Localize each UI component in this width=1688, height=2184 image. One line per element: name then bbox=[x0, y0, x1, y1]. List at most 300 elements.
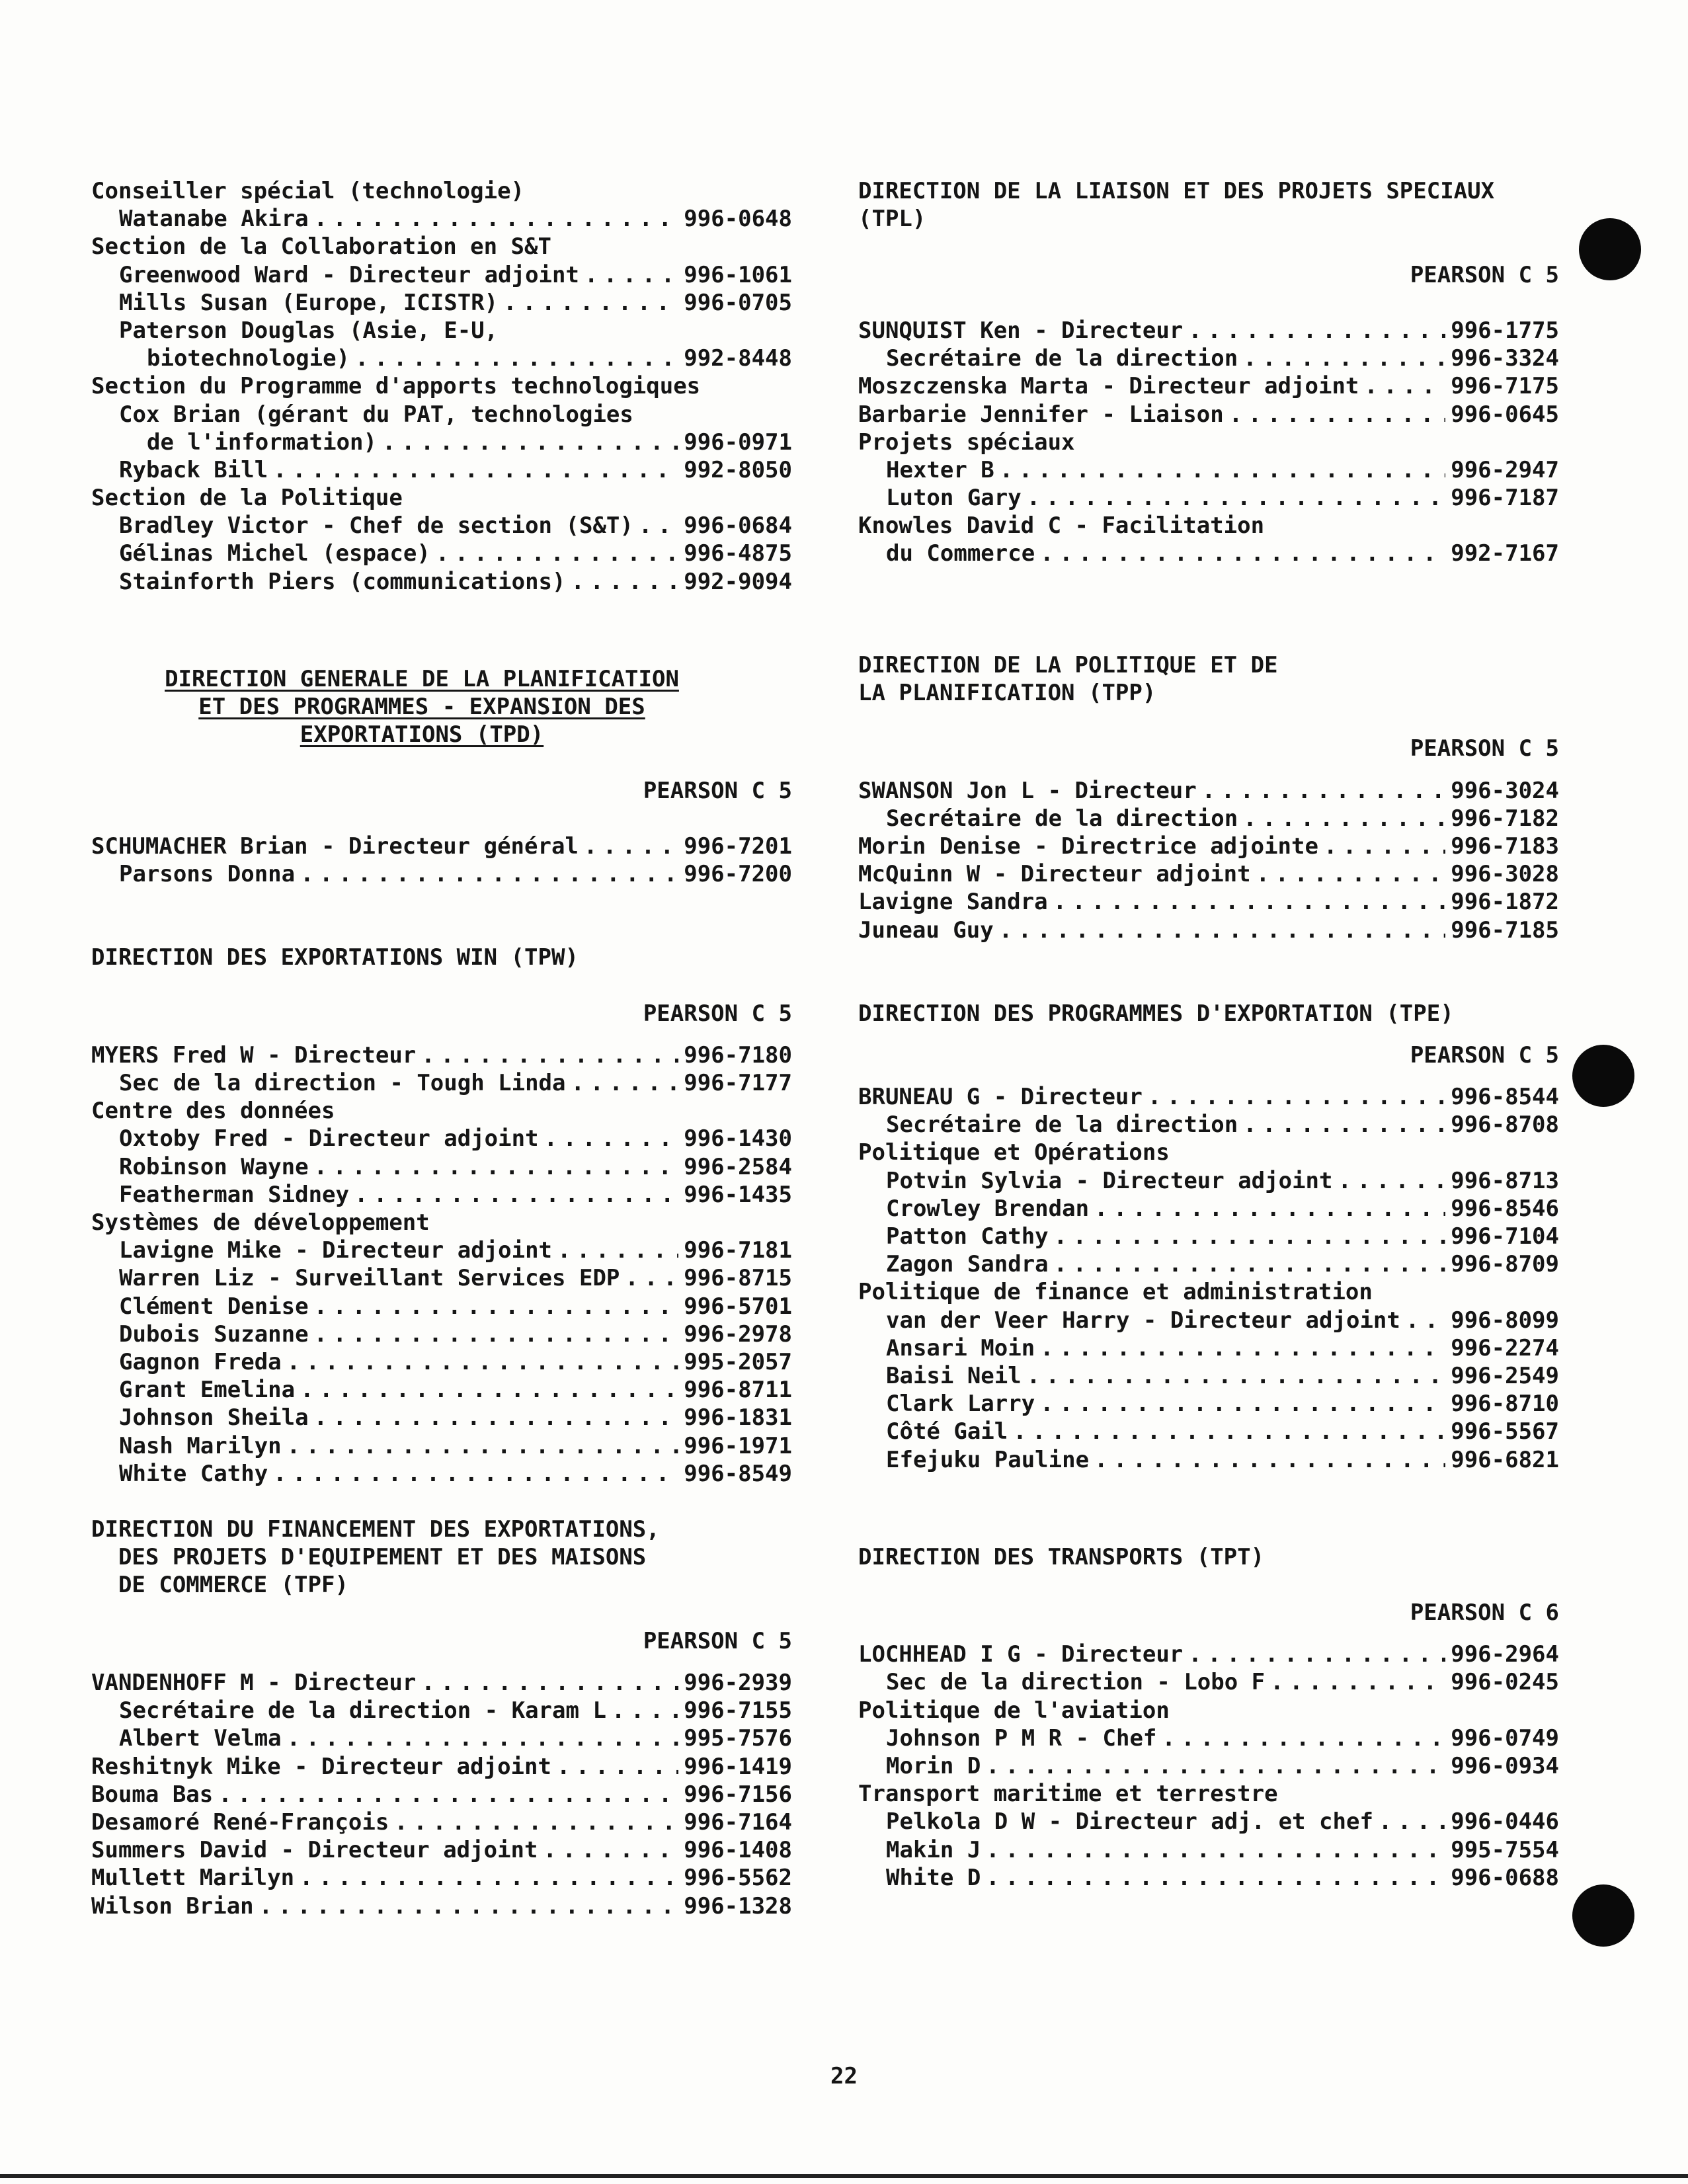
entry-name: Baisi Neil bbox=[886, 1362, 1022, 1389]
entry-heading: Section du Programme d'apports technologiques bbox=[91, 373, 701, 400]
entry-phone: 996-5562 bbox=[684, 1865, 792, 1892]
entry-row bbox=[858, 1446, 1559, 1474]
leader-dots bbox=[1040, 540, 1445, 567]
entry-phone: 995-2057 bbox=[684, 1348, 792, 1375]
leader-dots bbox=[1324, 832, 1445, 860]
entry-name: White D bbox=[886, 1864, 981, 1891]
entry-name: Zagon Sandra bbox=[886, 1251, 1049, 1278]
leader-dots bbox=[1202, 777, 1445, 805]
entry-heading: Transport maritime et terrestre bbox=[858, 1781, 1278, 1808]
entry-phone: 996-7201 bbox=[684, 832, 792, 860]
entry-phone: 996-0749 bbox=[1451, 1724, 1559, 1752]
entry-name: McQuinn W - Directeur adjoint bbox=[858, 861, 1251, 888]
entry-name: Efejuku Pauline bbox=[886, 1446, 1090, 1473]
section-location: PEARSON C 5 bbox=[643, 777, 792, 804]
entry-name: van der Veer Harry - Directeur adjoint bbox=[886, 1307, 1400, 1334]
entry-name: Secrétaire de la direction - Karam L bbox=[119, 1697, 606, 1724]
entry-phone: 996-0688 bbox=[1451, 1864, 1559, 1891]
leader-dots bbox=[503, 289, 678, 317]
leader-dots bbox=[1027, 484, 1446, 512]
entry-heading: Section de la Politique bbox=[91, 485, 403, 512]
entry-row bbox=[91, 1808, 792, 1836]
leader-dots bbox=[543, 1836, 679, 1864]
entry-phone: 996-7181 bbox=[684, 1237, 792, 1264]
entry-row bbox=[91, 1753, 792, 1781]
entry-name: Summers David - Directeur adjoint bbox=[91, 1837, 538, 1864]
entry-row bbox=[858, 456, 1559, 484]
section-tpf bbox=[91, 1516, 792, 1920]
entry-row bbox=[858, 1836, 1559, 1864]
leader-dots bbox=[1094, 1446, 1445, 1474]
entry-row bbox=[91, 540, 792, 567]
entry-name: Sec de la direction - Lobo F bbox=[886, 1669, 1266, 1696]
entry-row bbox=[858, 1362, 1559, 1390]
leader-dots bbox=[300, 1864, 678, 1892]
leader-dots bbox=[314, 1293, 679, 1320]
entry-heading: Centre des données bbox=[91, 1098, 335, 1125]
entry-name: Nash Marilyn bbox=[119, 1432, 282, 1459]
entry-name: Oxtoby Fred - Directeur adjoint bbox=[119, 1125, 539, 1153]
entry-name: Watanabe Akira bbox=[119, 206, 309, 233]
section-title: DIRECTION DES TRANSPORTS (TPT) bbox=[858, 1543, 1265, 1570]
entry-phone: 996-1419 bbox=[684, 1753, 792, 1780]
entry-row bbox=[91, 1125, 792, 1153]
entry-name: Patton Cathy bbox=[886, 1223, 1049, 1250]
entry-name: Morin Denise - Directrice adjointe bbox=[858, 832, 1318, 860]
entry-name: Wilson Brian bbox=[91, 1892, 254, 1920]
section-technologie bbox=[91, 177, 792, 596]
entry-heading: Politique et Opérations bbox=[858, 1139, 1170, 1166]
entry-name: Crowley Brendan bbox=[886, 1195, 1090, 1222]
leader-dots bbox=[394, 1808, 678, 1836]
entry-name: Mills Susan (Europe, ICISTR) bbox=[119, 289, 499, 316]
entry-name: Sec de la direction - Tough Linda bbox=[119, 1070, 566, 1097]
entry-phone: 996-7175 bbox=[1451, 373, 1559, 400]
entry-row bbox=[858, 1752, 1559, 1780]
leader-dots bbox=[1040, 1390, 1445, 1418]
entry-name: Lavigne Sandra bbox=[858, 889, 1048, 916]
section-title: DIRECTION DES PROGRAMMES D'EXPORTATION (TPE) bbox=[858, 1000, 1454, 1027]
entry-name: Juneau Guy bbox=[858, 916, 994, 944]
entry-phone: 996-7104 bbox=[1451, 1223, 1559, 1250]
entry-phone: 996-3024 bbox=[1451, 777, 1559, 804]
punch-hole-icon bbox=[1572, 1884, 1634, 1947]
entry-phone: 996-0934 bbox=[1451, 1753, 1559, 1779]
entry-name: Parsons Donna bbox=[119, 861, 296, 888]
entry-phone: 996-1971 bbox=[684, 1432, 792, 1459]
entry-row bbox=[91, 1181, 792, 1209]
entry-name: Luton Gary bbox=[886, 485, 1022, 512]
entry-row bbox=[858, 1334, 1559, 1362]
entry-row bbox=[858, 1418, 1559, 1445]
leader-dots bbox=[382, 428, 678, 456]
entry-phone: 996-2947 bbox=[1451, 456, 1559, 483]
entry-name: Bouma Bas bbox=[91, 1781, 214, 1808]
entry-name: Gagnon Freda bbox=[119, 1348, 282, 1375]
section-title bbox=[91, 693, 792, 721]
section-tpt bbox=[858, 1543, 1559, 1892]
entry-heading: Politique de l'aviation bbox=[858, 1697, 1170, 1724]
section-tpd bbox=[91, 665, 792, 889]
right-column bbox=[858, 177, 1559, 1892]
entry-name: SWANSON Jon L - Directeur bbox=[858, 777, 1197, 804]
entry-name: Mullett Marilyn bbox=[91, 1865, 295, 1892]
section-title-line: DIRECTION GENERALE DE LA PLANIFICATION bbox=[165, 665, 679, 692]
entry-phone: 992-8448 bbox=[684, 345, 792, 372]
section-title: (TPL) bbox=[858, 206, 926, 233]
entry-name: de l'information) bbox=[147, 428, 377, 456]
section-title: LA PLANIFICATION (TPP) bbox=[858, 680, 1156, 706]
entry-row bbox=[91, 1376, 792, 1404]
entry-name: Reshitnyk Mike - Directeur adjoint bbox=[91, 1753, 551, 1780]
leader-dots bbox=[300, 1376, 678, 1404]
leader-dots bbox=[1162, 1724, 1445, 1752]
entry-phone: 996-7182 bbox=[1451, 805, 1559, 832]
entry-row bbox=[858, 401, 1559, 428]
entry-phone: 996-8544 bbox=[1451, 1084, 1559, 1111]
entry-name: Hexter B bbox=[886, 456, 994, 483]
entry-phone: 992-7167 bbox=[1451, 540, 1559, 567]
entry-name: Potvin Sylvia - Directeur adjoint bbox=[886, 1167, 1333, 1194]
leader-dots bbox=[1364, 372, 1445, 400]
entry-row bbox=[91, 1153, 792, 1181]
entry-name: MYERS Fred W - Directeur bbox=[91, 1041, 417, 1069]
section-title-line: EXPORTATIONS (TPD) bbox=[300, 721, 544, 748]
entry-phone: 992-9094 bbox=[684, 568, 792, 595]
entry-phone: 996-0971 bbox=[684, 428, 792, 456]
entry-row bbox=[858, 1250, 1559, 1278]
leader-dots bbox=[557, 1753, 678, 1781]
leader-dots bbox=[544, 1125, 679, 1153]
entry-name: Ryback Bill bbox=[119, 456, 268, 483]
entry-phone: 996-3028 bbox=[1451, 861, 1559, 888]
leader-dots bbox=[273, 1460, 678, 1488]
entry-row bbox=[858, 1307, 1559, 1334]
entry-row bbox=[858, 1864, 1559, 1892]
entry-row bbox=[858, 317, 1559, 344]
bottom-edge-rule bbox=[0, 2174, 1688, 2178]
entry-row bbox=[91, 289, 792, 317]
entry-phone: 996-5567 bbox=[1451, 1418, 1559, 1445]
entry-row bbox=[858, 484, 1559, 512]
section-title bbox=[91, 665, 792, 693]
entry-heading: Section de la Collaboration en S&T bbox=[91, 233, 551, 261]
entry-phone: 992-8050 bbox=[684, 456, 792, 483]
entry-phone: 996-1831 bbox=[684, 1404, 792, 1432]
entry-row bbox=[91, 512, 792, 540]
entry-phone: 996-1408 bbox=[684, 1837, 792, 1864]
left-column bbox=[91, 177, 792, 1920]
entry-phone: 996-1435 bbox=[684, 1181, 792, 1208]
entry-name: SCHUMACHER Brian - Directeur général bbox=[91, 832, 579, 860]
leader-dots bbox=[1188, 317, 1445, 344]
leader-dots bbox=[1243, 344, 1445, 372]
entry-row bbox=[91, 1724, 792, 1752]
entry-row bbox=[858, 1223, 1559, 1250]
leader-dots bbox=[986, 1864, 1445, 1892]
leader-dots bbox=[625, 1264, 678, 1292]
section-location: PEARSON C 5 bbox=[1410, 1041, 1559, 1069]
entry-phone: 996-7200 bbox=[684, 861, 792, 888]
leader-dots bbox=[314, 205, 679, 233]
entry-name: SUNQUIST Ken - Directeur bbox=[858, 317, 1184, 344]
entry-phone: 996-8546 bbox=[1451, 1195, 1559, 1222]
entry-phone: 996-8710 bbox=[1451, 1391, 1559, 1418]
entry-name: Greenwood Ward - Directeur adjoint bbox=[119, 261, 579, 288]
entry-phone: 996-1775 bbox=[1451, 317, 1559, 344]
entry-name: Secrétaire de la direction bbox=[886, 1112, 1238, 1139]
entry-phone: 996-2274 bbox=[1451, 1334, 1559, 1361]
leader-dots bbox=[571, 568, 679, 596]
entry-name: Johnson Sheila bbox=[119, 1404, 309, 1432]
entry-heading: Systèmes de développement bbox=[91, 1209, 430, 1236]
entry-phone: 996-7177 bbox=[684, 1070, 792, 1097]
entry-phone: 996-0645 bbox=[1451, 401, 1559, 428]
entry-phone: 996-7185 bbox=[1451, 916, 1559, 944]
leader-dots bbox=[1094, 1195, 1445, 1223]
leader-dots bbox=[1013, 1418, 1445, 1445]
entry-phone: 996-5701 bbox=[684, 1293, 792, 1320]
entry-phone: 996-0705 bbox=[684, 289, 792, 316]
leader-dots bbox=[1148, 1083, 1445, 1111]
entry-phone: 996-8708 bbox=[1451, 1112, 1559, 1139]
leader-dots bbox=[1188, 1640, 1445, 1668]
leader-dots bbox=[354, 1181, 678, 1209]
section-tpw bbox=[91, 944, 792, 1488]
entry-row bbox=[91, 1293, 792, 1320]
entry-name: Grant Emelina bbox=[119, 1377, 296, 1404]
leader-dots bbox=[1054, 1223, 1446, 1250]
entry-name: BRUNEAU G - Directeur bbox=[858, 1084, 1143, 1111]
section-title: DIRECTION DE LA LIAISON ET DES PROJETS SPECIAUX bbox=[858, 178, 1495, 204]
entry-row bbox=[91, 860, 792, 888]
leader-dots bbox=[639, 512, 678, 540]
section-location: PEARSON C 5 bbox=[1410, 261, 1559, 288]
leader-dots bbox=[1243, 1111, 1445, 1139]
entry-row bbox=[91, 1781, 792, 1808]
entry-name: Makin J bbox=[886, 1836, 981, 1863]
entry-row bbox=[91, 1041, 792, 1069]
entry-row bbox=[91, 1836, 792, 1864]
entry-row bbox=[91, 1669, 792, 1697]
entry-name: Warren Liz - Surveillant Services EDP bbox=[119, 1265, 620, 1292]
leader-dots bbox=[1379, 1808, 1445, 1836]
entry-name: Clark Larry bbox=[886, 1391, 1035, 1418]
leader-dots bbox=[287, 1348, 679, 1376]
entry-name: biotechnologie) bbox=[147, 345, 350, 372]
entry-phone: 996-8711 bbox=[684, 1377, 792, 1404]
entry-row bbox=[858, 372, 1559, 400]
leader-dots bbox=[287, 1432, 679, 1460]
entry-name: Côté Gail bbox=[886, 1418, 1008, 1445]
leader-dots bbox=[287, 1724, 679, 1752]
leader-dots bbox=[1406, 1307, 1445, 1334]
entry-name: Secrétaire de la direction bbox=[886, 805, 1238, 832]
entry-heading: Politique de finance et administration bbox=[858, 1279, 1373, 1306]
section-location: PEARSON C 5 bbox=[1410, 735, 1559, 762]
entry-row bbox=[91, 568, 792, 596]
leader-dots bbox=[218, 1781, 678, 1808]
leader-dots bbox=[1338, 1167, 1446, 1195]
entry-phone: 996-7180 bbox=[684, 1041, 792, 1069]
section-title: DIRECTION DU FINANCEMENT DES EXPORTATIONS, bbox=[91, 1516, 660, 1543]
section-tpl bbox=[858, 177, 1559, 568]
entry-row bbox=[858, 860, 1559, 888]
section-tpp bbox=[858, 651, 1559, 944]
section-location: PEARSON C 5 bbox=[643, 1627, 792, 1654]
entry-phone: 995-7554 bbox=[1451, 1836, 1559, 1863]
leader-dots bbox=[314, 1404, 679, 1432]
entry-phone: 996-0446 bbox=[1451, 1808, 1559, 1836]
section-title: DES PROJETS D'EQUIPEMENT ET DES MAISONS bbox=[91, 1544, 647, 1571]
entry-phone: 996-8709 bbox=[1451, 1251, 1559, 1278]
entry-phone: 996-7164 bbox=[684, 1808, 792, 1836]
leader-dots bbox=[421, 1041, 678, 1069]
entry-phone: 996-2978 bbox=[684, 1320, 792, 1348]
entry-phone: 996-8099 bbox=[1451, 1307, 1559, 1334]
entry-name: Secrétaire de la direction bbox=[886, 345, 1238, 372]
entry-phone: 996-7187 bbox=[1451, 485, 1559, 512]
section-location: PEARSON C 5 bbox=[643, 1000, 792, 1027]
leader-dots bbox=[612, 1697, 678, 1724]
entry-name: Lavigne Mike - Directeur adjoint bbox=[119, 1237, 553, 1264]
entry-name: Gélinas Michel (espace) bbox=[119, 540, 430, 567]
entry-phone: 996-6821 bbox=[1451, 1446, 1559, 1473]
entry-row bbox=[91, 456, 792, 484]
entry-row bbox=[91, 1236, 792, 1264]
entry-phone: 996-8713 bbox=[1451, 1167, 1559, 1194]
leader-dots bbox=[436, 540, 678, 567]
entry-heading: Knowles David C - Facilitation bbox=[858, 512, 1265, 540]
entry-row bbox=[91, 261, 792, 289]
entry-phone: 996-7156 bbox=[684, 1781, 792, 1808]
entry-row bbox=[858, 1195, 1559, 1223]
entry-name: White Cathy bbox=[119, 1460, 268, 1487]
section-title: DE COMMERCE (TPF) bbox=[91, 1572, 348, 1599]
entry-name: Albert Velma bbox=[119, 1725, 282, 1752]
entry-row bbox=[91, 1892, 792, 1920]
entry-row bbox=[91, 1460, 792, 1488]
entry-phone: 996-1872 bbox=[1451, 889, 1559, 916]
entry-row bbox=[858, 1390, 1559, 1418]
leader-dots bbox=[355, 344, 678, 372]
entry-row bbox=[91, 1697, 792, 1724]
entry-heading: Conseiller spécial (technologie) bbox=[91, 178, 525, 204]
punch-hole-icon bbox=[1572, 1045, 1634, 1107]
entry-phone: 996-0684 bbox=[684, 512, 792, 540]
entry-row bbox=[858, 1808, 1559, 1836]
entry-row bbox=[91, 1432, 792, 1460]
entry-heading: Paterson Douglas (Asie, E-U, bbox=[119, 317, 499, 344]
entry-row bbox=[91, 1864, 792, 1892]
entry-name: LOCHHEAD I G - Directeur bbox=[858, 1641, 1184, 1668]
entry-phone: 996-4875 bbox=[684, 540, 792, 567]
leader-dots bbox=[314, 1320, 679, 1348]
entry-row bbox=[91, 832, 792, 860]
leader-dots bbox=[1027, 1362, 1446, 1390]
leader-dots bbox=[584, 261, 678, 289]
entry-name: Bradley Victor - Chef de section (S&T) bbox=[119, 512, 633, 540]
entry-heading: Projets spéciaux bbox=[858, 428, 1075, 456]
entry-phone: 996-0245 bbox=[1451, 1669, 1559, 1696]
entry-row bbox=[91, 1069, 792, 1097]
entry-phone: 996-2584 bbox=[684, 1153, 792, 1180]
section-location: PEARSON C 6 bbox=[1410, 1599, 1559, 1627]
entry-phone: 996-1061 bbox=[684, 261, 792, 288]
entry-phone: 996-3324 bbox=[1451, 345, 1559, 372]
leader-dots bbox=[259, 1892, 679, 1920]
entry-row bbox=[91, 1320, 792, 1348]
leader-dots bbox=[986, 1836, 1445, 1864]
entry-row bbox=[858, 344, 1559, 372]
entry-phone: 996-7155 bbox=[684, 1697, 792, 1724]
entry-name: Ansari Moin bbox=[886, 1334, 1035, 1361]
entry-name: Desamoré René-François bbox=[91, 1808, 389, 1836]
entry-phone: 996-0648 bbox=[684, 206, 792, 233]
leader-dots bbox=[1270, 1668, 1445, 1696]
punch-hole-icon bbox=[1579, 218, 1641, 280]
leader-dots bbox=[557, 1236, 678, 1264]
entry-name: Stainforth Piers (communications) bbox=[119, 568, 566, 595]
page-number: 22 bbox=[830, 2063, 858, 2089]
entry-name: Johnson P M R - Chef bbox=[886, 1724, 1157, 1752]
leader-dots bbox=[1053, 888, 1446, 916]
leader-dots bbox=[584, 832, 678, 860]
entry-name: Morin D bbox=[886, 1753, 981, 1779]
entry-name: Robinson Wayne bbox=[119, 1153, 309, 1180]
leader-dots bbox=[571, 1069, 679, 1097]
entry-phone: 996-7183 bbox=[1451, 832, 1559, 860]
section-title: DIRECTION DE LA POLITIQUE ET DE bbox=[858, 651, 1278, 678]
entry-name: Featherman Sidney bbox=[119, 1181, 349, 1208]
leader-dots bbox=[421, 1669, 678, 1697]
entry-row bbox=[858, 888, 1559, 916]
entry-phone: 996-2964 bbox=[1451, 1641, 1559, 1668]
entry-row bbox=[858, 1083, 1559, 1111]
leader-dots bbox=[1040, 1334, 1445, 1362]
entry-phone: 996-1430 bbox=[684, 1125, 792, 1153]
section-title: DIRECTION DES EXPORTATIONS WIN (TPW) bbox=[91, 944, 579, 971]
leader-dots bbox=[986, 1752, 1445, 1780]
leader-dots bbox=[1000, 456, 1445, 484]
entry-row bbox=[858, 1640, 1559, 1668]
entry-phone: 995-7576 bbox=[684, 1725, 792, 1752]
leader-dots bbox=[1229, 401, 1446, 428]
entry-name: Barbarie Jennifer - Liaison bbox=[858, 401, 1224, 428]
entry-phone: 996-8715 bbox=[684, 1265, 792, 1292]
entry-row bbox=[858, 1724, 1559, 1752]
entry-phone: 996-2549 bbox=[1451, 1362, 1559, 1389]
entry-name: du Commerce bbox=[886, 540, 1035, 567]
leader-dots bbox=[999, 916, 1446, 944]
entry-row bbox=[91, 1264, 792, 1292]
entry-row bbox=[858, 805, 1559, 832]
entry-name: VANDENHOFF M - Directeur bbox=[91, 1670, 417, 1696]
entry-row bbox=[858, 1111, 1559, 1139]
entry-heading: Cox Brian (gérant du PAT, technologies bbox=[119, 401, 633, 428]
entry-row bbox=[858, 1167, 1559, 1195]
leader-dots bbox=[314, 1153, 679, 1181]
entry-name: Dubois Suzanne bbox=[119, 1320, 309, 1348]
leader-dots bbox=[273, 456, 678, 484]
entry-row bbox=[91, 1404, 792, 1432]
entry-row bbox=[91, 205, 792, 233]
entry-row bbox=[858, 1668, 1559, 1696]
entry-phone: 996-8549 bbox=[684, 1460, 792, 1487]
entry-name: Clément Denise bbox=[119, 1293, 309, 1320]
entry-name: Moszczenska Marta - Directeur adjoint bbox=[858, 373, 1359, 400]
leader-dots bbox=[300, 860, 678, 888]
